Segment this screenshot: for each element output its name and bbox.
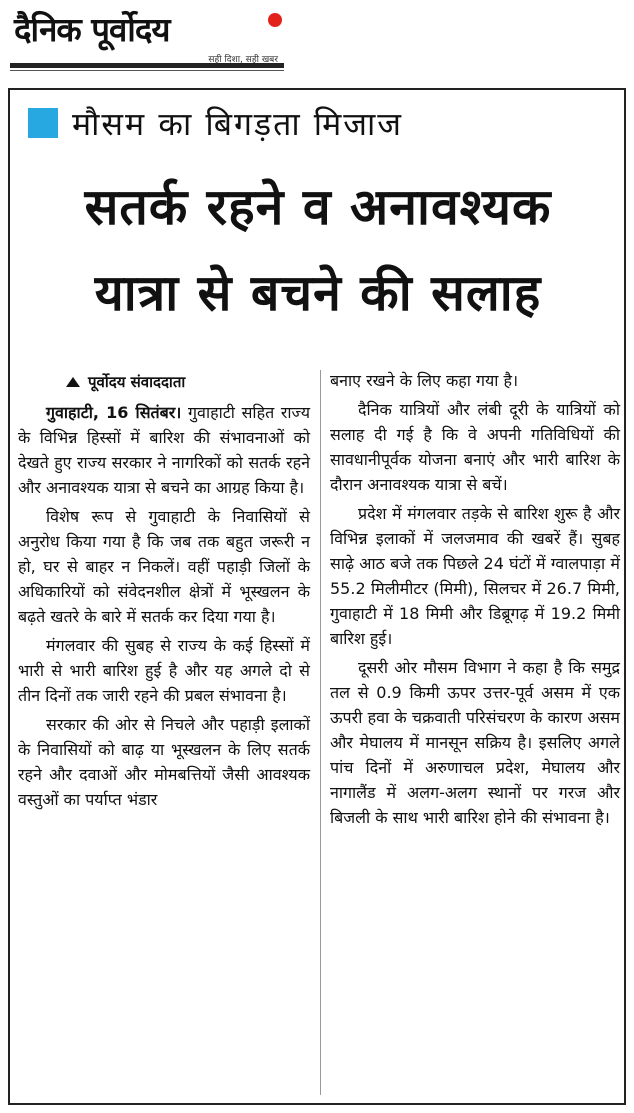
kicker	[28, 100, 403, 146]
kicker-text: मौसम का बिगड़ता मिजाज	[72, 104, 403, 143]
headline-line-1: सतर्क रहने व अनावश्यक	[84, 178, 552, 236]
paragraph: विशेष रूप से गुवाहाटी के निवासियों से अनुरोध किया गया है कि जब तक बहुत जरूरी न हो, घर से बाहर न निकलें। वहीं पहाड़ी जिलों के अधिकारियों को संवेदनशील क्षेत्रों में भूस्खलन के बढ़ते खतरे के बारे में सतर्क कर दिया गया है।	[18, 507, 310, 626]
headline-line-2: यात्रा से बचने की सलाह	[94, 264, 542, 322]
masthead	[10, 0, 284, 72]
masthead-rule-thin	[10, 70, 284, 71]
headline	[18, 164, 618, 336]
logo-dot-icon	[268, 13, 282, 27]
byline	[66, 372, 185, 392]
paragraph: मंगलवार की सुबह से राज्य के कई हिस्सों में भारी से भारी बारिश हुई है और यह अगले दो से तीन दिनों तक जारी रहने की प्रबल संभावना है।	[18, 636, 310, 705]
paragraph: दैनिक यात्रियों और लंबी दूरी के यात्रियों को सलाह दी गई है कि वे अपनी गतिविधियों की सावधानीपूर्वक योजना बनाएं और भारी बारिश के दौरान अनावश्यक यात्रा से बचें।	[330, 400, 620, 494]
column-divider	[320, 370, 321, 1095]
newspaper-name: दैनिक पूर्वोदय	[14, 10, 170, 49]
triangle-icon	[66, 377, 80, 387]
paragraph: गुवाहाटी, 16 सितंबर। गुवाहाटी सहित राज्य के विभिन्न हिस्सों में बारिश की संभावनाओं को देखते हुए राज्य सरकार ने नागरिकों को सतर्क रहने और अनावश्यक यात्रा से बचने का आग्रह किया है।	[18, 403, 310, 497]
news-article	[8, 88, 626, 1105]
column-2	[330, 368, 620, 834]
paragraph: प्रदेश में मंगलवार तड़के से बारिश शुरू है और विभिन्न इलाकों में जलजमाव की खबरें हैं। सुबह साढ़े आठ बजे तक पिछले 24 घंटों में ग्वालपाड़ा में 55.2 मिलीमीटर (मिमी), सिलचर में 26.7 मिमी, गुवाहाटी में 18 मिमी और डिब्रूगढ़ में 19.2 मिमी बारिश हुई।	[330, 504, 620, 648]
paragraph-continued: बनाए रखने के लिए कहा गया है।	[330, 371, 519, 390]
paragraph: सरकार की ओर से निचले और पहाड़ी इलाकों के निवासियों को बाढ़ या भूस्खलन के लिए सतर्क रहने और दवाओं और मोमबत्तियों जैसी आवश्यक वस्तुओं का पर्याप्त भंडार	[18, 715, 310, 809]
tagline: सही दिशा, सही खबर	[208, 55, 278, 65]
paragraph: दूसरी ओर मौसम विभाग ने कहा है कि समुद्र तल से 0.9 किमी ऊपर उत्तर-पूर्व असम में एक ऊपरी हवा के चक्रवाती परिसंचरण के कारण असम और मेघालय में मानसून सक्रिय है। इसलिए अगले पांच दिनों में अरुणाचल प्रदेश, मेघालय और नागालैंड में अलग-अलग स्थानों पर गरज और बिजली के साथ भारी बारिश होने की संभावना है।	[330, 658, 620, 827]
dateline: गुवाहाटी, 16 सितंबर।	[46, 403, 182, 422]
byline-text: पूर्वोदय संवाददाता	[88, 373, 186, 391]
square-bullet-icon	[28, 108, 58, 138]
column-1	[18, 400, 310, 816]
